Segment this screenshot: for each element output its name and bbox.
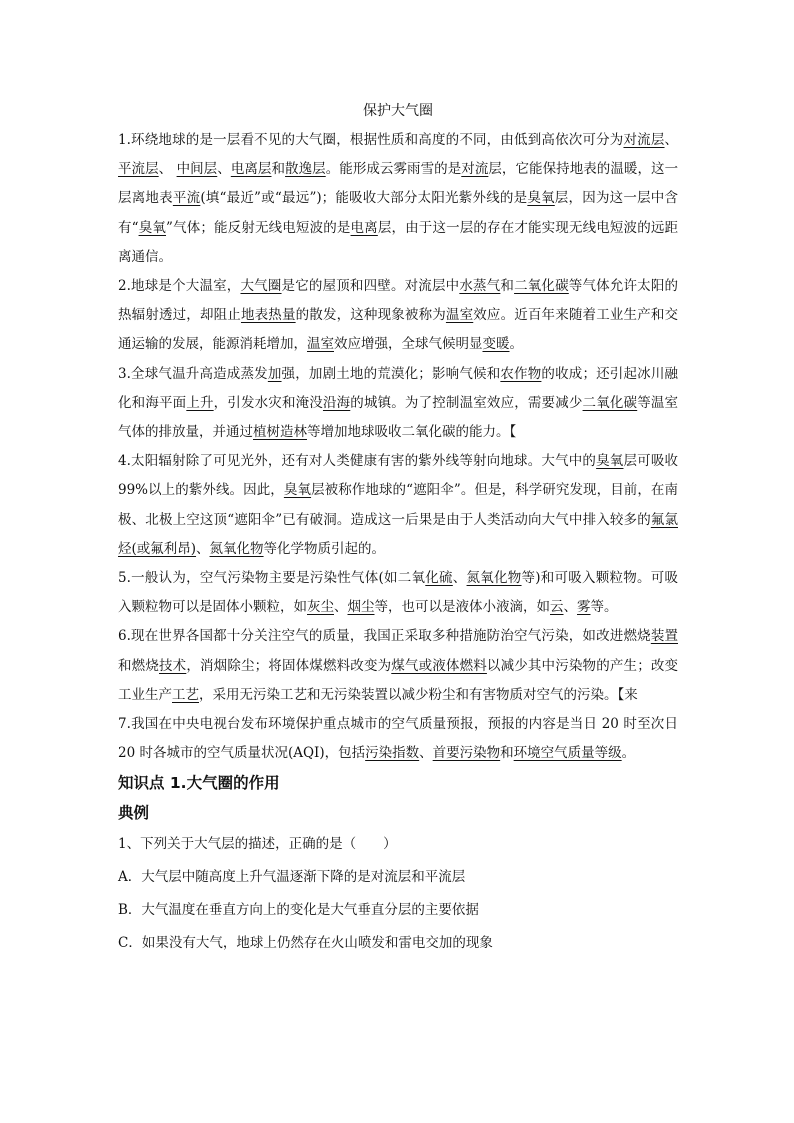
paragraph-1 (118, 126, 678, 272)
answer-blank: 灰尘 (307, 599, 334, 616)
answer-blank: 平流 (172, 190, 201, 207)
text-run: 7.我国在中央电视台发布环境保护重点城市的空气质量预报，预报的内容是当日 20 时至次日 20 时各城市的空气质量状况(AQI)，包括 (118, 716, 678, 762)
text-run: 和燃烧 (118, 657, 159, 674)
text-run: 层可吸收 99%以上的紫外线。因此， (118, 453, 679, 499)
answer-blank: 电离层 (230, 161, 272, 178)
text-run: 4.太阳辐射除了可见光外，还有对人类健康有害的紫外线等射向地球。大气中的 (118, 453, 597, 470)
answer-blank: 臭氧 (527, 190, 555, 207)
answer-blank: 污染指数 (365, 745, 420, 762)
text-run: 层，它能保持地表的温暖，这一层离地表 (118, 161, 679, 207)
answer-blank: 氟氯烃(或氟利昂) (118, 511, 678, 557)
text-run: 等温室气体的排放量，并通过 (118, 394, 679, 441)
text-run: 等增加地球吸收二氧化碳的能力。【 (307, 424, 517, 441)
text-run: 。 (621, 745, 636, 762)
answer-blank: 装置 (650, 628, 678, 645)
answer-blank: 沿海 (322, 394, 351, 411)
text-run: 、 (217, 161, 231, 178)
answer-blank: 烟尘 (347, 599, 375, 616)
notes-section (118, 126, 678, 768)
answer-blank: 散逸层 (285, 161, 326, 178)
answer-blank: 工艺 (172, 686, 199, 703)
answer-blank: 中间层 (176, 161, 218, 178)
paragraph-5 (118, 564, 678, 622)
text-run: 和 (500, 745, 514, 762)
answer-blank: 上升 (186, 394, 214, 411)
text-run: 3.全球气温升高造成蒸发 (118, 365, 268, 382)
paragraph-4 (118, 447, 678, 564)
text-run: 和 (500, 278, 515, 295)
example-heading: 典例 (118, 804, 150, 823)
section-heading: 知识点 1.大气圈的作用 (118, 774, 280, 793)
answer-blank: 云 (550, 599, 564, 616)
answer-blank: 技术 (159, 657, 187, 674)
document-page (118, 96, 678, 960)
question-stem: 1、下列关于大气层的描述，正确的是（ ） (118, 836, 397, 853)
answer-blank: 首要污染物 (432, 745, 501, 762)
paragraph-2 (118, 272, 678, 360)
answer-blank: 臭氧 (596, 453, 624, 470)
answer-blank: 二氧化碳 (514, 278, 569, 295)
answer-blank: 温室 (445, 307, 474, 324)
text-run: 等，也可以是液体小液滴，如 (374, 599, 550, 616)
text-run: 是它的屋顶和四壁。对流层中 (281, 278, 460, 295)
answer-blank: 水蒸气 (459, 278, 501, 295)
paragraph-3 (118, 360, 678, 448)
answer-blank: 化硫 (425, 570, 453, 587)
text-run: (填“最近”或“最远”)；能吸收大部分太阳光紫外线的是 (200, 190, 528, 207)
text-run: 层被称作地球的“遮阳伞”。但是，科学研究发现，目前，在南极、北极上空这顶“遮阳伞”已有破洞。造成这一后果是由于人类活动向大气中排入较多的 (118, 482, 679, 528)
text-run: 等化学物质引起的。 (263, 540, 386, 557)
text-run: 6.现在世界各国都十分关注空气的质量，我国正采取多种措施防治空气污染，如改进燃烧 (118, 628, 651, 645)
option-c[interactable]: C．如果没有大气，地球上仍然存在火山喷发和雷电交加的现象 (118, 935, 493, 952)
text-run: 强，加剧土地的荒漠化；影响气候和 (281, 365, 501, 382)
answer-blank: 环境空气质量等级 (513, 745, 622, 762)
answer-blank: 大气圈 (240, 278, 282, 295)
text-run: 、 (334, 599, 348, 616)
text-run: 的收成；还引起冰川融化和海平面 (118, 365, 679, 411)
answer-blank: 对流层 (623, 132, 665, 148)
option-a[interactable]: A．大气层中随高度上升气温逐渐下降的是对流层和平流层 (118, 869, 466, 886)
text-run: 、 (664, 132, 679, 148)
document-title: 保护大气圈 (363, 103, 433, 119)
text-run: ，采用无污染工艺和无污染装置以减少粉尘和有害物质对空气的污染。【来 (199, 686, 638, 703)
answer-blank: 对流 (461, 161, 489, 178)
text-run: ，消烟除尘；将固体煤燃料改变为 (186, 657, 392, 674)
text-run: 以减少其中污染物的产生；改变工业生产 (118, 657, 679, 703)
text-run: 等)和可吸入颗粒物。可吸入颗粒物可以是固体小颗粒，如 (118, 570, 678, 616)
answer-blank: 温室 (307, 336, 334, 353)
answer-blank: 地表热量 (240, 307, 296, 324)
answer-blank: 农作物 (500, 365, 542, 382)
text-run: 层，因为这一层中含有“ (118, 190, 679, 236)
text-run: ”气体；能反射无线电短波的是 (166, 219, 351, 236)
paragraph-7 (118, 710, 678, 768)
text-run: 的城镇。为了控制温室效应，需要减少 (350, 394, 583, 411)
answer-blank: 氮氧化物 (209, 540, 264, 557)
answer-blank: 雾 (577, 599, 591, 616)
text-run: 等气体允许太阳的热辐射透过，却阻止 (118, 278, 679, 324)
text-run: 层，由于这一层的存在才能实现无线电短波的远距离通信。 (118, 219, 679, 265)
text-run: 、 (196, 540, 210, 557)
text-run: ，引发水灾和淹没 (213, 394, 323, 411)
text-run: 。 (509, 336, 523, 353)
answer-blank: 平流层 (118, 161, 159, 178)
answer-blank: 二氧化碳 (582, 394, 638, 411)
option-b[interactable]: B．大气温度在垂直方向上的变化是大气垂直分层的主要依据 (118, 902, 479, 919)
text-run: 和 (271, 161, 286, 178)
text-run: 、 (452, 570, 467, 587)
text-run: 2.地球是个大温室， (118, 278, 241, 295)
answer-blank: 植树造林 (253, 424, 307, 441)
text-run: 等。 (590, 599, 618, 616)
text-run: 、 (158, 161, 177, 178)
text-run: 5.一般认为，空气污染物主要是污染性气体(如二氧 (118, 570, 426, 587)
answer-blank: 变暖 (482, 336, 510, 353)
paragraph-6 (118, 622, 678, 710)
text-run: 、 (419, 745, 433, 762)
text-run: 1.环绕地球的是一层看不见的大气圈，根据性质和高度的不同，由低到高依次可分为 (118, 132, 624, 148)
text-run: 、 (563, 599, 577, 616)
answer-blank: 臭氧 (283, 482, 312, 499)
answer-blank: 氮氧化物 (466, 570, 522, 587)
text-run: 效应。近百年来随着工业生产和交通运输的发展，能源消耗增加， (118, 307, 679, 353)
answer-blank: 煤气或液体燃料 (391, 657, 487, 674)
text-run: 的散发，这种现象被称为 (295, 307, 446, 324)
text-run: 效应增强，全球气候明显 (334, 336, 483, 353)
answer-blank: 电离 (350, 219, 378, 236)
answer-blank: 臭氧 (138, 219, 167, 236)
text-run: 。能形成云雾雨雪的是 (325, 161, 462, 178)
answer-blank: 加 (267, 365, 282, 382)
